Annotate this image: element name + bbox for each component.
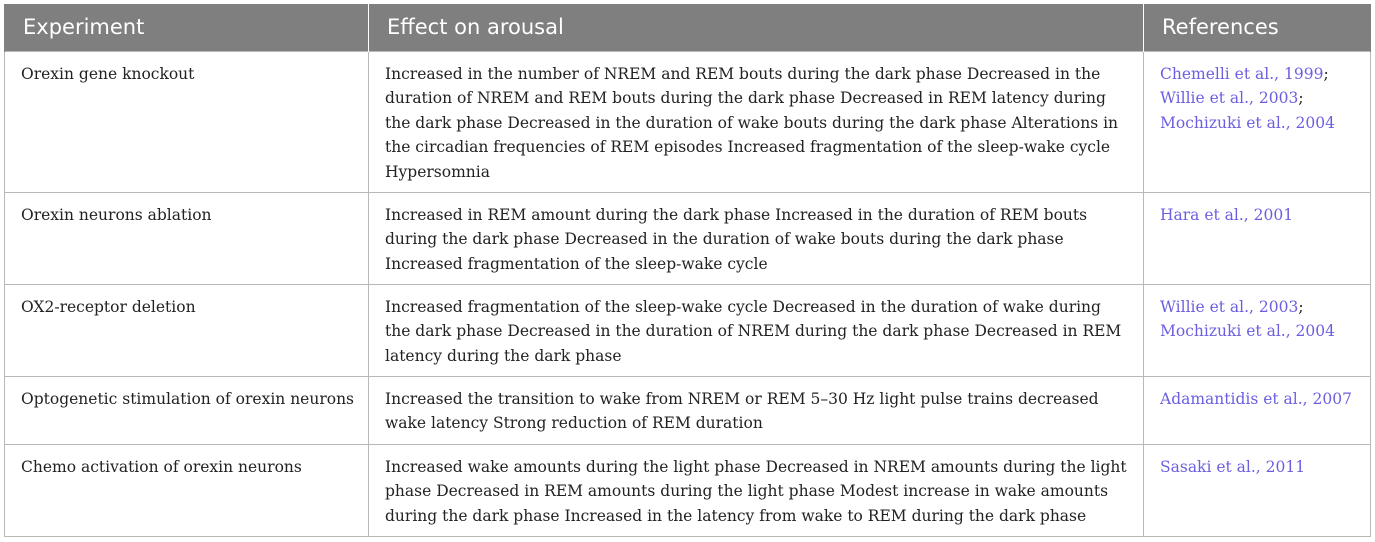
- effect-cell: Increased fragmentation of the sleep-wake cycle Decreased in the duration of wake during the dark phase Decreased in the duration of NREM during the dark phase Decreased in REM latency during the dark phase: [369, 284, 1144, 376]
- effect-cell: Increased the transition to wake from NREM or REM 5–30 Hz light pulse trains decreased wake latency Strong reduction of REM duration: [369, 376, 1144, 444]
- experiments-table: [4, 4, 1371, 537]
- reference-link[interactable]: Willie et al., 2003: [1160, 89, 1299, 107]
- reference-link[interactable]: Adamantidis et al., 2007: [1160, 389, 1352, 408]
- reference-link[interactable]: Chemelli et al., 1999: [1160, 64, 1324, 83]
- table-row: [5, 51, 1371, 192]
- reference-link[interactable]: Mochizuki et al., 2004: [1160, 113, 1336, 132]
- header-experiment: Experiment: [5, 4, 369, 51]
- experiment-cell: Chemo activation of orexin neurons: [5, 444, 369, 536]
- effect-cell: Increased in REM amount during the dark phase Increased in the duration of REM bouts during the dark phase Decreased in the duration of wake bouts during the dark phase Increased fragmentation of the sleep-wake cycle: [369, 192, 1144, 284]
- experiment-cell: Optogenetic stimulation of orexin neurons: [5, 376, 369, 444]
- reference-link[interactable]: Sasaki et al., 2011: [1160, 457, 1306, 476]
- references-cell: [1144, 444, 1371, 536]
- reference-link[interactable]: Hara et al., 2001: [1160, 205, 1294, 224]
- header-references: References: [1144, 4, 1371, 51]
- experiment-cell: OX2-receptor deletion: [5, 284, 369, 376]
- reference-link[interactable]: Mochizuki et al., 2004: [1160, 322, 1336, 340]
- table-row: [5, 284, 1371, 376]
- table-row: [5, 444, 1371, 536]
- references-cell: Chemelli et al., 1999; Willie et al., 2003; Mochizuki et al., 2004: [1144, 51, 1371, 192]
- effect-cell: Increased in the number of NREM and REM bouts during the dark phase Decreased in the duration of NREM and REM bouts during the dark phase Decreased in REM latency during the dark phase Decreased in the duration of wake bouts during the dark phase Alterations in the circadian frequencies of REM episodes Increased fragmentation of the sleep-wake cycle Hypersomnia: [369, 51, 1144, 192]
- table-row: [5, 192, 1371, 284]
- reference-link[interactable]: Willie et al., 2003: [1160, 297, 1299, 316]
- header-effect-on-arousal: Effect on arousal: [369, 4, 1144, 51]
- references-cell: Willie et al., 2003; Mochizuki et al., 2004: [1144, 284, 1371, 376]
- table-row: [5, 376, 1371, 444]
- experiment-cell: Orexin neurons ablation: [5, 192, 369, 284]
- effect-cell: Increased wake amounts during the light phase Decreased in NREM amounts during the light phase Decreased in REM amounts during the light phase Modest increase in wake amounts during the dark phase Increased in the latency from wake to REM during the dark phase: [369, 444, 1144, 536]
- references-cell: [1144, 376, 1371, 444]
- experiment-cell: Orexin gene knockout: [5, 51, 369, 192]
- references-cell: [1144, 192, 1371, 284]
- header-row: [5, 4, 1371, 51]
